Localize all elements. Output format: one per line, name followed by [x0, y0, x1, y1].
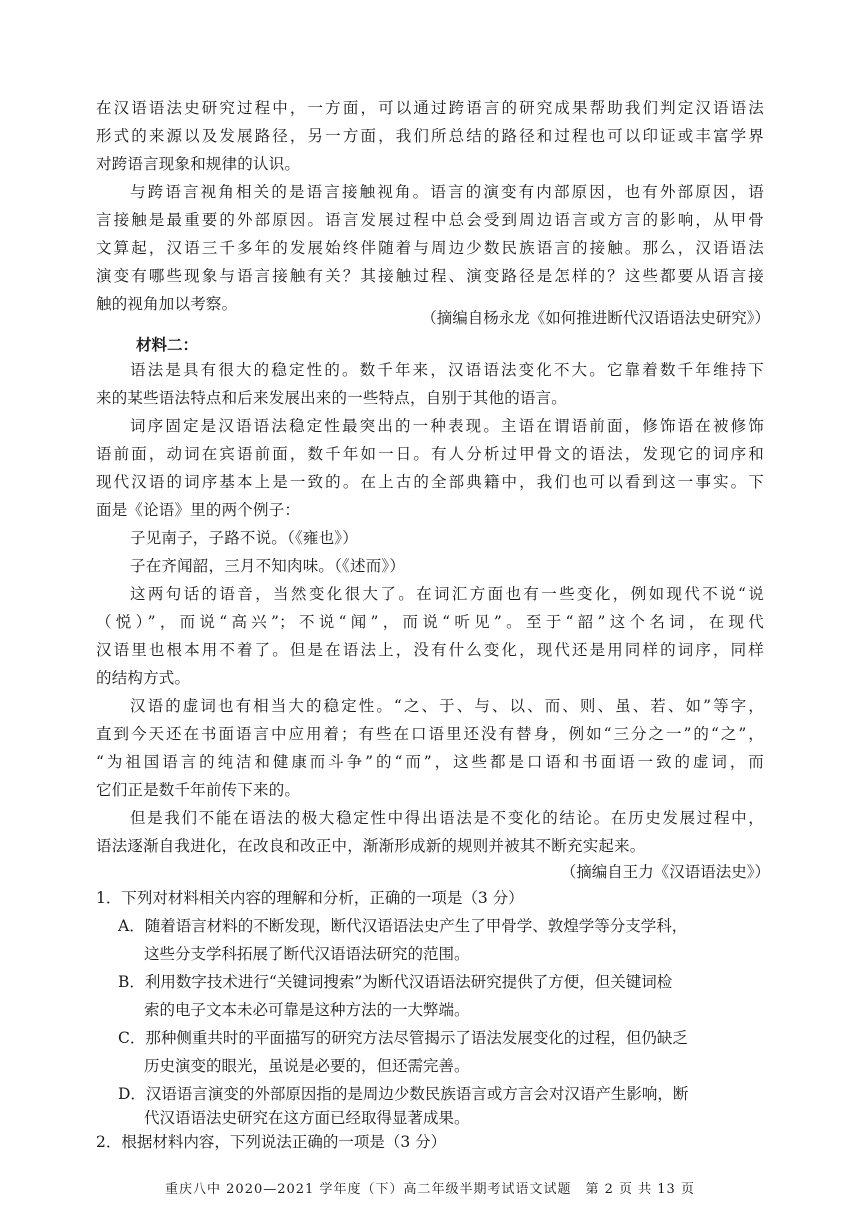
- paragraph-line: “为祖国语言的纯洁和健康而斗争”的“而”，这些都是口语和书面语一致的虚词，而: [96, 753, 764, 771]
- paragraph-line: 与跨语言视角相关的是语言接触视角。语言的演变有内部原因，也有外部原因，语: [130, 183, 764, 201]
- paragraph-line: 形式的来源以及发展路径，另一方面，我们所总结的路径和过程也可以印证或丰富学界: [96, 127, 764, 145]
- option-b-cont: 索的电子文本未必可靠是这种方法的一大弊端。: [144, 1001, 470, 1019]
- paragraph-line: 的结构方式。: [96, 669, 191, 687]
- question-1: 1．下列对材料相关内容的理解和分析，正确的一项是（3 分）: [96, 889, 524, 907]
- paragraph-line: 演变有哪些现象与语言接触有关？其接触过程、演变路径是怎样的？这些都要从语言接: [96, 267, 764, 285]
- paragraph-line: 语法逐渐自我进化，在改良和改正中，渐渐形成新的规则并被其不断充实起来。: [96, 837, 646, 855]
- option-b: B．利用数字技术进行“关键词搜索”为断代汉语语法研究提供了方便，但关键词检: [118, 973, 673, 991]
- paragraph-line: 触的视角加以考察。: [96, 295, 238, 313]
- quote-line: 子在齐闻韶，三月不知肉味。（《述而》）: [130, 557, 406, 575]
- paragraph-line: 语前面，动词在宾语前面，数千年如一日。有人分析过甲骨文的语法，发现它的词序和: [96, 445, 764, 463]
- quote-line: 子见南子，子路不说。（《雍也》）: [130, 529, 358, 547]
- paragraph-line: 但是我们不能在语法的极大稳定性中得出语法是不变化的结论。在历史发展过程中，: [130, 809, 764, 827]
- option-a: A．随着语言材料的不断发现，断代汉语语法史产生了甲骨学、敦煌学等分支学科，: [118, 917, 688, 935]
- paragraph-line: 在汉语语法史研究过程中，一方面，可以通过跨语言的研究成果帮助我们判定汉语语法: [96, 99, 764, 117]
- paragraph-line: 直到今天还在书面语言中应用着；有些在口语里还没有替身，例如“三分之一”的“之”，: [96, 725, 764, 743]
- paragraph-line: 言接触是最重要的外部原因。语言发展过程中总会受到周边语言或方言的影响，从甲骨: [96, 211, 764, 229]
- paragraph-line: 来的某些语法特点和后来发展出来的一些特点，自别于其他的语言。: [96, 389, 568, 407]
- option-c: C．那种侧重共时的平面描写的研究方法尽管揭示了语法发展变化的过程，但仍缺乏: [118, 1029, 688, 1047]
- section-heading: 材料二：: [136, 335, 199, 354]
- page-footer: 重庆八中 2020—2021 学年度（下）高二年级半期考试语文试题 第 2 页 共 13 页: [165, 1182, 695, 1197]
- paragraph-line: 词序固定是汉语语法稳定性最突出的一种表现。主语在谓语前面，修饰语在被修饰: [130, 417, 764, 435]
- paragraph-line: （悦）”，而说“高兴”；不说“闻”，而说“听见”。至于“韶”这个名词，在现代: [96, 613, 764, 631]
- paragraph-line: 语法是具有很大的稳定性的。数千年来，汉语语法变化不大。它靠着数千年维持下: [130, 361, 764, 379]
- paragraph-line: 对跨语言现象和规律的认识。: [96, 155, 301, 173]
- paragraph-line: 这两句话的语音，当然变化很大了。在词汇方面也有一些变化，例如现代不说“说: [130, 585, 764, 603]
- paragraph-line: 它们正是数千年前传下来的。: [96, 781, 301, 799]
- question-2: 2．根据材料内容，下列说法正确的一项是（3 分）: [96, 1133, 447, 1151]
- option-c-cont: 历史演变的眼光，虽说是必要的，但还需完善。: [144, 1057, 470, 1075]
- option-a-cont: 这些分支学科拓展了断代汉语语法研究的范围。: [144, 945, 470, 963]
- source-citation: （摘编自杨永龙《如何推进断代汉语语法史研究》）: [421, 309, 770, 327]
- paragraph-line: 现代汉语的词序基本上是一致的。在上古的全部典籍中，我们也可以看到这一事实。下: [96, 473, 764, 491]
- option-d: D．汉语语言演变的外部原因指的是周边少数民族语言或方言会对汉语产生影响，断: [118, 1085, 689, 1103]
- paragraph-line: 面是《论语》里的两个例子：: [96, 501, 301, 519]
- option-d-cont: 代汉语语法史研究在这方面已经取得显著成果。: [144, 1109, 470, 1127]
- paragraph-line: 文算起，汉语三千多年的发展始终伴随着与周边少数民族语言的接触。那么，汉语语法: [96, 239, 764, 257]
- paragraph-line: 汉语的虚词也有相当大的稳定性。“之、于、与、以、而、则、虽、若、如”等字，: [130, 697, 764, 715]
- paragraph-line: 汉语里也根本用不着了。但是在语法上，没有什么变化，现代还是用同样的词序，同样: [96, 641, 764, 659]
- source-citation: （摘编自王力《汉语语法史》）: [560, 863, 770, 881]
